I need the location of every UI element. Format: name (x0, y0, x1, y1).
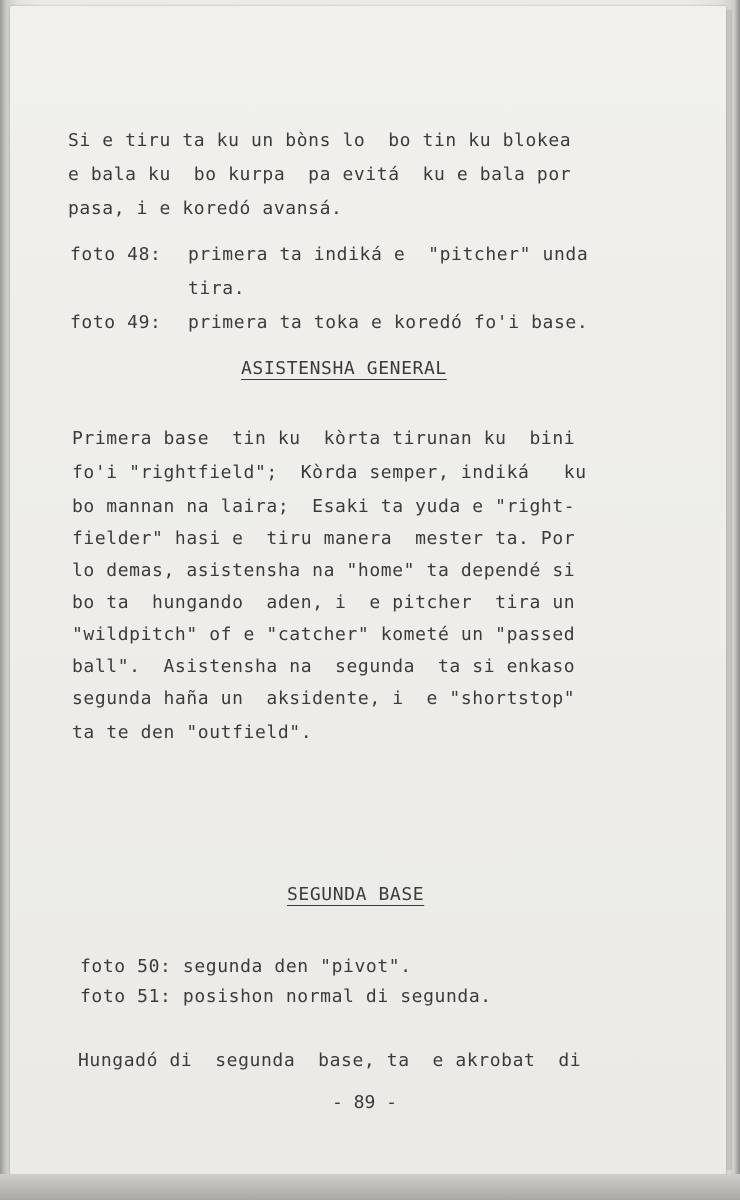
paragraph-2-line-5: lo demas, asistensha na "home" ta dependé si (72, 560, 576, 581)
paragraph-3-line-1: Hungadó di segunda base, ta e akrobat di (78, 1050, 582, 1071)
paragraph-2-line-3: bo mannan na laira; Esaki ta yuda e "right- (72, 496, 576, 517)
paragraph-2-line-6: bo ta hungando aden, i e pitcher tira un (72, 592, 576, 613)
paragraph-1-line-1: Si e tiru ta ku un bòns lo bo tin ku blokea (68, 130, 572, 151)
photo-caption-text: primera ta toka e koredó fo'i base. (188, 312, 589, 333)
photo-caption-label: foto 48: (70, 244, 162, 265)
photo-caption: foto 50: segunda den "pivot". (80, 956, 412, 977)
paragraph-2-line-7: "wildpitch" of e "catcher" kometé un "passed (72, 624, 576, 645)
paragraph-2-line-4: fielder" hasi e tiru manera mester ta. Por (72, 528, 576, 549)
paragraph-1-line-2: e bala ku bo kurpa pa evitá ku e bala por (68, 164, 572, 185)
paragraph-1-line-3: pasa, i e koredó avansá. (68, 198, 343, 219)
paragraph-2-line-8: ball". Asistensha na segunda ta si enkaso (72, 656, 576, 677)
section-heading-segunda-base: SEGUNDA BASE (287, 884, 425, 905)
paragraph-2-line-9: segunda haña un aksidente, i e "shortstop" (72, 688, 576, 709)
section-heading-asistensha-general: ASISTENSHA GENERAL (241, 358, 447, 379)
photo-caption-label: foto 49: (70, 312, 162, 333)
paragraph-2-line-10: ta te den "outfield". (72, 722, 313, 743)
page-number: - 89 - (332, 1092, 398, 1113)
scan-bottom-edge (0, 1174, 740, 1200)
paragraph-2-line-2: fo'i "rightfield"; Kòrda semper, indiká ku (72, 462, 587, 483)
photo-caption: foto 51: posishon normal di segunda. (80, 986, 492, 1007)
paragraph-2-line-1: Primera base tin ku kòrta tirunan ku bini (72, 428, 576, 449)
photo-caption-text: primera ta indiká e "pitcher" unda (188, 244, 589, 265)
photo-caption-text-continued: tira. (188, 278, 246, 299)
